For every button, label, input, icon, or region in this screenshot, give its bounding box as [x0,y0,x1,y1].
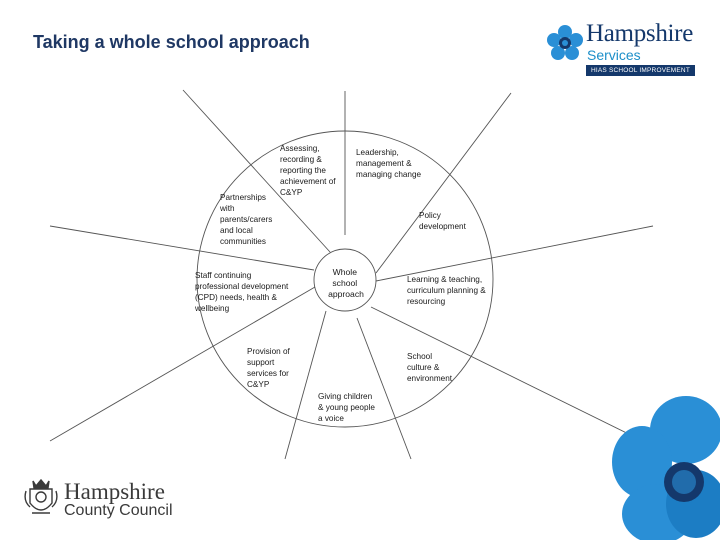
spoke-line [285,311,326,459]
logo-sub-text: Services [587,47,641,63]
segment-assessing: Assessing, recording & reporting the achievement of C&YP [280,144,336,197]
logo-bar-text: HIAS SCHOOL IMPROVEMENT [586,65,695,76]
segment-policy: Policy development [419,211,466,231]
logo-brand-text: Hampshire [586,20,693,47]
spoke-line [376,226,653,281]
segment-support-services: Provision of support services for C&YP [247,347,290,389]
flower-decoration-icon [596,392,720,540]
segment-school-culture: School culture & environment [407,352,453,383]
logo-bottom-brand-text: Hampshire [64,479,165,504]
crest-icon [24,477,58,521]
spoke-line [357,318,411,459]
spoke-line [50,226,314,270]
page-title: Taking a whole school approach [33,32,310,52]
spoke-line [376,93,511,273]
segment-staff-cpd: Staff continuing professional development (CPD) needs, health & wellbeing [195,271,289,313]
center-label: Whole school approach [328,267,364,299]
segment-partnerships: Partnerships with parents/carers and local communities [220,193,273,246]
hampshire-county-council-logo [24,475,194,525]
segment-leadership: Leadership, management & managing change [356,148,422,179]
segment-learning: Learning & teaching, curriculum planning & resourcing [407,275,486,306]
segment-giving-voice: Giving children & young people a voice [318,392,375,423]
logo-bottom-sub-text: County Council [64,502,173,519]
